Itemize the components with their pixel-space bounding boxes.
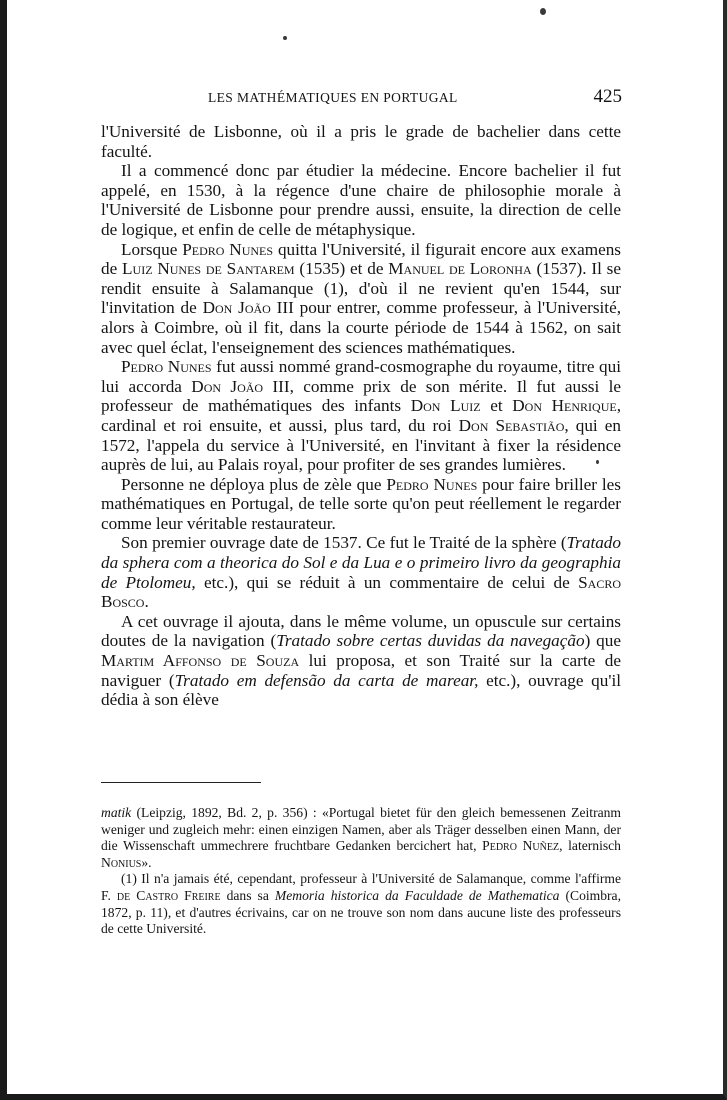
footnote-rule bbox=[101, 782, 261, 783]
paragraph: Pedro Nunes fut aussi nommé grand-cosmographe du royaume, titre qui lui accorda Don João III, comme prix de son mérite. Il fut aussi le professeur de mathématiques des infants Don Luiz et Don Henrique, cardinal et roi ensuite, et aussi, plus tard, du roi Don Sebastião, qui en 1572, l'appela du service à l'Université, en l'invitant à fixer la résidence auprès de lui, au Palais royal, pour profiter de ses grandes lumières. bbox=[101, 357, 621, 475]
footnote: matik (Leipzig, 1892, Bd. 2, p. 356) : «Portugal bietet für den gleich bemessenen Zeitranm weniger und zugleich mehr: einen einzigen Namen, aber als Träger desselben einen Mann, der die Wissenschaft ummechrere fruchtbare Gedanken bercichert hat, Pedro Nuñez, laternisch Nonius». bbox=[101, 805, 621, 870]
paragraph: Son premier ouvrage date de 1537. Ce fut le Traité de la sphère (Tratado da sphera com a theorica do Sol e da Lua e o primeiro livro da geographia de Ptolomeu, etc.), qui se réduit à un commentaire de celui de Sacro Bosco. bbox=[101, 533, 621, 612]
person-name: Pedro Nuñez bbox=[482, 838, 560, 854]
body-text bbox=[101, 122, 621, 710]
paragraph: Personne ne déploya plus de zèle que Pedro Nunes pour faire briller les mathématiques en Portugal, de telle sorte qu'on peut réellement le regarder comme leur véritable restaurateur. bbox=[101, 474, 621, 533]
person-name: Nonius bbox=[101, 854, 142, 870]
running-title: LES MATHÉMATIQUES EN PORTUGAL bbox=[208, 90, 458, 105]
work-title: Memoria historica da Faculdade de Mathematica bbox=[274, 887, 560, 903]
footnotes bbox=[101, 805, 621, 938]
person-name: Don Sebastião bbox=[458, 415, 565, 435]
person-name: Manuel de Loronha bbox=[388, 259, 532, 279]
person-name: Don Henrique bbox=[512, 396, 617, 416]
paragraph: Il a commencé donc par étudier la médecine. Encore bachelier il fut appelé, en 1530, à la régence d'une chaire de philosophie morale à l'Université de Lisbonne pour prendre aussi, ensuite, la direction de celle de logique, et enfin de celle de métaphysique. bbox=[101, 161, 621, 239]
person-name: Don João III bbox=[202, 298, 294, 318]
paragraph: l'Université de Lisbonne, où il a pris le grade de bachelier dans cette faculté. bbox=[101, 122, 621, 161]
paragraph: Lorsque Pedro Nunes quitta l'Université, il figurait encore aux examens de Luiz Nunes de Santarem (1535) et de Manuel de Loronha (1537). Il se rendit ensuite à Salamanque (1), d'où il ne revient qu'en 1544, sur l'invitation de Don João III pour entrer, comme professeur, à l'Université, alors à Coimbre, où il fit, dans la courte période de 1544 à 1562, on sait avec quel éclat, l'enseignement des sciences mathématiques. bbox=[101, 239, 621, 357]
speck bbox=[283, 36, 287, 40]
speck bbox=[540, 8, 546, 15]
page-number: 425 bbox=[593, 86, 622, 107]
person-name: Martim Affonso de Souza bbox=[101, 651, 300, 671]
person-name: Pedro Nunes bbox=[386, 474, 478, 494]
person-name: Don Luiz bbox=[410, 396, 481, 416]
page-header bbox=[100, 86, 630, 110]
work-title: Tratado da sphera com a theorica do Sol e da Lua e o primeiro livro da geographia de Ptolomeu, bbox=[101, 533, 621, 592]
work-title: Tratado sobre certas duvidas da navegação bbox=[276, 631, 585, 651]
person-name: Pedro Nunes bbox=[121, 357, 212, 377]
person-name: Sacro Bosco bbox=[101, 572, 621, 612]
person-name: Luiz Nunes de Santarem bbox=[122, 259, 295, 279]
paragraph: A cet ouvrage il ajouta, dans le même volume, un opuscule sur certains doutes de la navigation (Tratado sobre certas duvidas da navegação) que Martim Affonso de Souza lui proposa, et son Traité sur la carte de naviguer (Tratado em defensão da carta de marear, etc.), ouvrage qu'il dédia à son élève bbox=[101, 611, 622, 710]
footnote: (1) Il n'a jamais été, cependant, professeur à l'Université de Salamanque, comme l'affirme F. de Castro Freire dans sa Memoria historica da Faculdade de Mathematica (Coimbra, 1872, p. 11), et d'autres écrivains, car on ne trouve son nom dans aucune liste des professeurs de cette Université. bbox=[101, 871, 621, 937]
work-title: matik bbox=[101, 805, 132, 820]
work-title: Tratado em defensão da carta de marear, bbox=[174, 670, 479, 690]
person-name: Pedro Nunes bbox=[182, 239, 274, 259]
person-name: Don João III bbox=[191, 376, 290, 396]
person-name: de Castro Freire bbox=[116, 887, 221, 903]
